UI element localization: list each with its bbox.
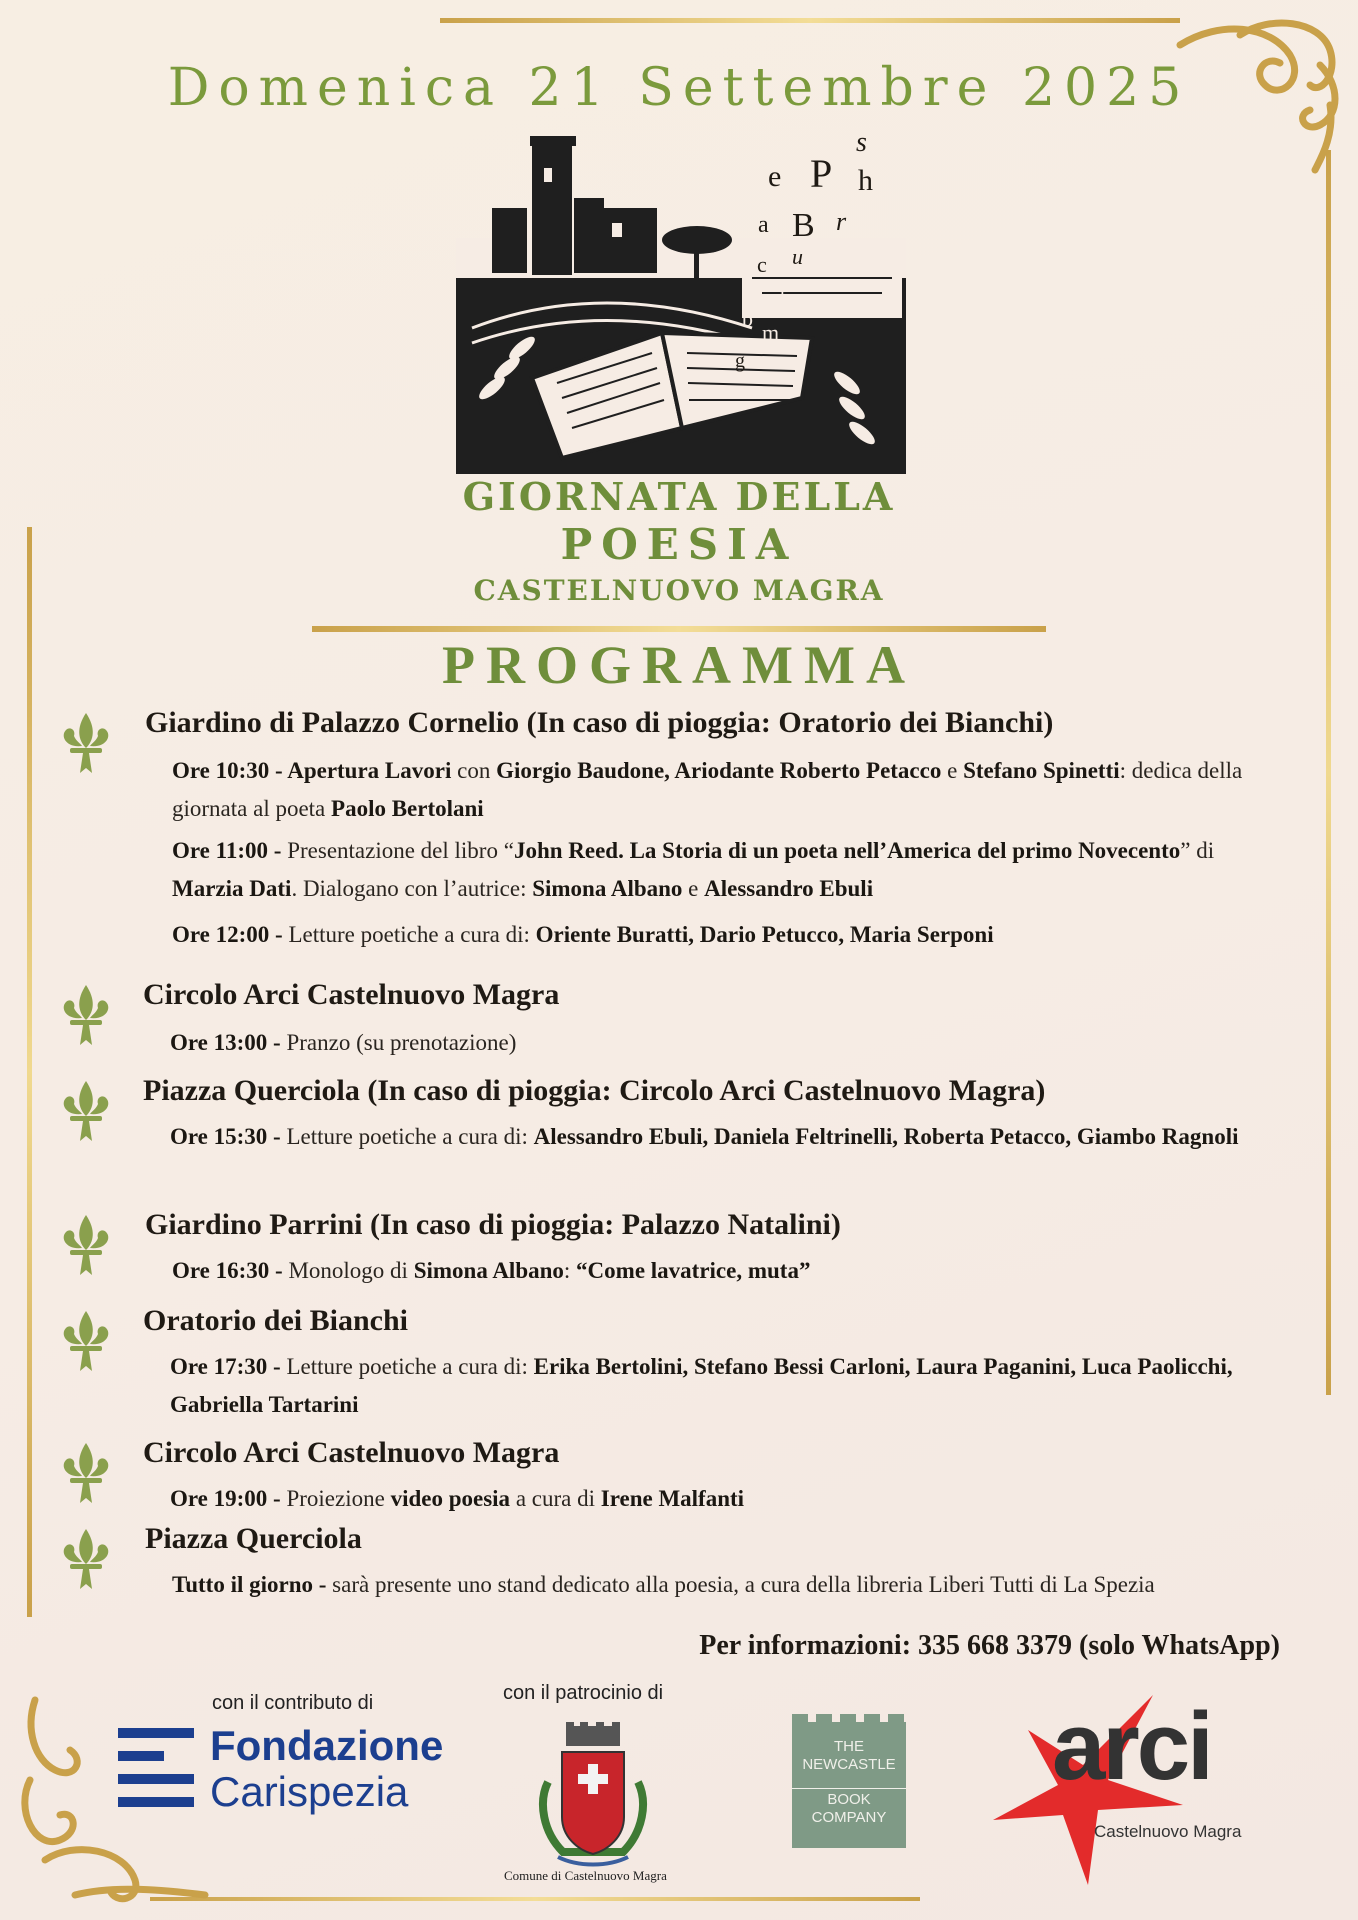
section-location: Piazza Querciola (In caso di pioggia: Circolo Arci Castelnuovo Magra) (143, 1074, 1046, 1107)
event-entry (170, 1118, 1280, 1156)
logo-letter: e (768, 160, 782, 193)
logo-letter: h (858, 164, 873, 197)
event-entry (172, 1252, 1280, 1290)
newcastle-line: NEWCASTLE (802, 1756, 896, 1773)
event-text: : dedica della giornata al poeta (172, 758, 1243, 821)
event-text: Simona Albano (532, 876, 683, 901)
event-entry (170, 1348, 1280, 1424)
event-text: Monologo di (288, 1258, 414, 1283)
newcastle-line: BOOK (792, 1788, 906, 1809)
event-text: “Come lavatrice, muta” (576, 1258, 811, 1283)
patrocinio-label: con il patrocinio di (503, 1682, 664, 1704)
fondazione-subname: Carispezia (210, 1768, 409, 1815)
event-text: Marzia Dati (172, 876, 292, 901)
logo-letter: a (758, 212, 769, 238)
event-text: : (563, 1258, 577, 1283)
logo-letter: b (742, 306, 753, 331)
event-text: con (451, 758, 497, 783)
logo-letter: c (757, 252, 767, 277)
event-text: Pranzo (su prenotazione) (286, 1030, 517, 1055)
contributo-label: con il contributo di (212, 1692, 374, 1714)
arci-name: arci (1052, 1693, 1211, 1800)
event-date: Domenica 21 Settembre 2025 (167, 58, 1191, 118)
event-text: ” di (1180, 838, 1215, 863)
event-text: Apertura Lavori (287, 758, 452, 783)
fondazione-logo-icon (118, 1728, 194, 1808)
event-text: e (941, 758, 964, 783)
logo-letter: r (780, 280, 787, 302)
event-text: Oriente Buratti, Dario Petucco, Maria Serponi (535, 922, 994, 947)
event-text: Alessandro Ebuli (704, 876, 874, 901)
event-time: Ore 16:30 - (172, 1258, 289, 1283)
event-entry (172, 752, 1280, 828)
fleur-de-lis-icon (56, 1306, 116, 1376)
section-location: Oratorio dei Bianchi (143, 1304, 408, 1337)
event-time: Ore 13:00 - (170, 1030, 287, 1055)
castle-book-illustration (452, 128, 912, 478)
title-line-2: POESIA (560, 520, 798, 569)
newcastle-tower-top (792, 1714, 906, 1724)
section-location: Piazza Querciola (145, 1522, 362, 1555)
event-text: Presentazione del libro “ (287, 838, 514, 863)
fleur-de-lis-icon (56, 708, 116, 778)
logo-letter: r (836, 207, 847, 236)
event-entry (172, 832, 1280, 908)
event-text: video poesia (390, 1486, 511, 1511)
contact-info: Per informazioni: 335 668 3379 (solo WhatsApp) (699, 1630, 1280, 1661)
section-location: Giardino Parrini (In caso di pioggia: Palazzo Natalini) (145, 1208, 841, 1241)
right-gold-rule (1326, 150, 1331, 1395)
event-time: Tutto il giorno - (172, 1572, 333, 1597)
title-gold-rule (312, 626, 1046, 632)
event-text: Alessandro Ebuli, Daniela Feltrinelli, Roberta Petacco, Giambo Ragnoli (533, 1124, 1239, 1149)
logo-letter: g (735, 350, 745, 372)
title-line-3: CASTELNUOVO MAGRA (473, 574, 885, 607)
fleur-de-lis-icon (56, 1524, 116, 1594)
event-text: . Dialogano con l’autrice: (291, 876, 533, 901)
arci-subname: Castelnuovo Magra (1094, 1822, 1242, 1841)
event-time: Ore 10:30 - (172, 758, 288, 783)
section-location: Circolo Arci Castelnuovo Magra (143, 1436, 560, 1469)
event-time: Ore 19:00 - (170, 1486, 287, 1511)
event-text: e (682, 876, 705, 901)
event-text: Letture poetiche a cura di: (288, 922, 536, 947)
event-text: Letture poetiche a cura di: (286, 1354, 534, 1379)
event-entry (172, 916, 1280, 954)
newcastle-line: THE (834, 1738, 864, 1755)
top-gold-rule (440, 18, 1180, 23)
fleur-de-lis-icon (56, 1210, 116, 1280)
event-time: Ore 11:00 - (172, 838, 288, 863)
title-line-1: GIORNATA DELLA (462, 474, 896, 519)
event-text: Stefano Spinetti (963, 758, 1120, 783)
event-time: Ore 17:30 - (170, 1354, 287, 1379)
programma-heading: PROGRAMMA (442, 635, 916, 695)
fondazione-name: Fondazione (210, 1722, 444, 1769)
logo-letter: m (762, 320, 780, 345)
fleur-de-lis-icon (56, 1438, 116, 1508)
event-entry (172, 1566, 1280, 1604)
event-text: a cura di (510, 1486, 601, 1511)
event-text: Erika Bertolini, Stefano Bessi Carloni, Laura Paganini, Luca Paolicchi, Gabriella Tartarini (170, 1354, 1233, 1417)
fleur-de-lis-icon (56, 980, 116, 1050)
event-text: Giorgio Baudone, Ariodante Roberto Petacco (496, 758, 942, 783)
newcastle-line: COMPANY (811, 1809, 887, 1826)
event-text: Simona Albano (413, 1258, 564, 1283)
event-entry (170, 1024, 1280, 1062)
event-text: Paolo Bertolani (331, 796, 484, 821)
logo-letter: B (792, 207, 815, 244)
logo-letter: u (792, 244, 803, 269)
section-location: Circolo Arci Castelnuovo Magra (143, 978, 560, 1011)
comune-label: Comune di Castelnuovo Magra (504, 1868, 667, 1883)
event-time: Ore 15:30 - (170, 1124, 287, 1149)
event-text: John Reed. La Storia di un poeta nell’America del primo Novecento (513, 838, 1181, 863)
newcastle-logo (792, 1722, 906, 1848)
logo-letter: P (810, 151, 833, 196)
event-time: Ore 12:00 - (172, 922, 289, 947)
logo-letter: s (856, 127, 867, 158)
section-location: Giardino di Palazzo Cornelio (In caso di pioggia: Oratorio dei Bianchi) (145, 706, 1054, 739)
fleur-de-lis-icon (56, 1076, 116, 1146)
event-text: Irene Malfanti (600, 1486, 745, 1511)
event-text: Letture poetiche a cura di: (286, 1124, 534, 1149)
comune-coat-of-arms-icon (538, 1722, 648, 1872)
bottom-gold-rule (150, 1897, 920, 1901)
event-text: sarà presente uno stand dedicato alla poesia, a cura della libreria Liberi Tutti di La Spezia (332, 1572, 1155, 1597)
event-text: Proiezione (286, 1486, 391, 1511)
event-entry (170, 1480, 1280, 1518)
